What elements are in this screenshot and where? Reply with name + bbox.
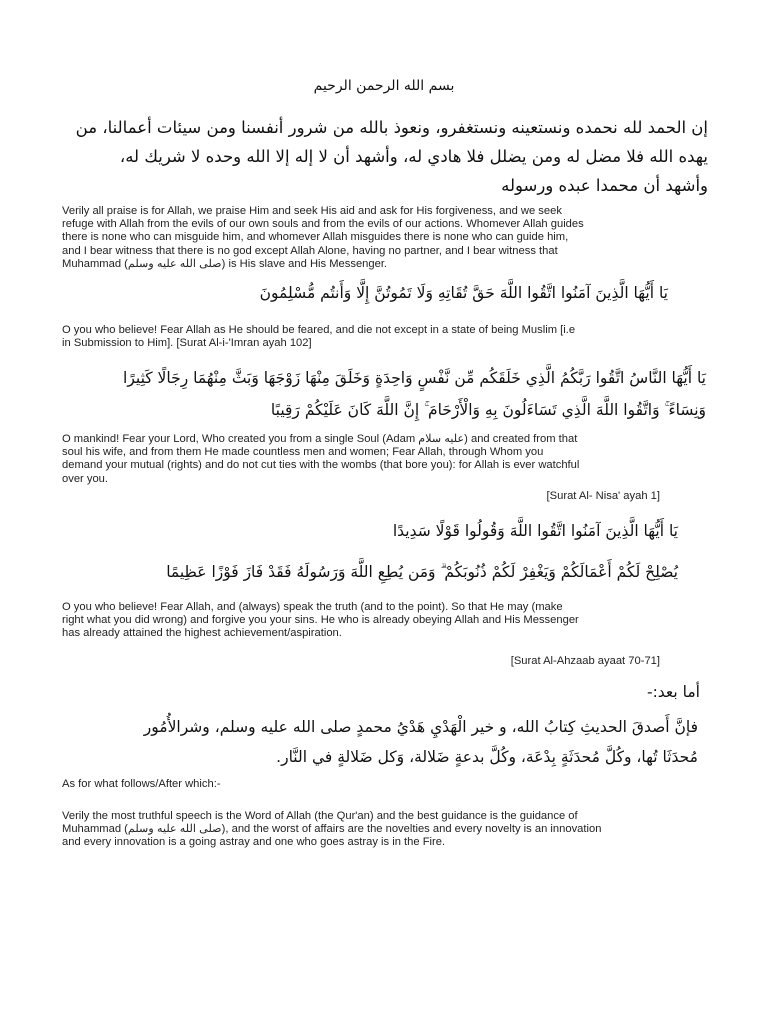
verse2-arabic-line: يَا أَيُّهَا النَّاسُ اتَّقُوا رَبَّكُمُ الَّذِي خَلَقَكُم مِّن نَّفْسٍ وَاحِدَةٍ وَخَلَقَ مِنْهَا زَوْجَهَا وَبَثَّ مِنْهُمَا رِجَالًا كَثِيرًا	[123, 369, 706, 387]
hadith-english-line: Muhammad (صلى الله عليه وسلم), and the worst of affairs are the novelties and every novelty is an innovation	[62, 823, 602, 836]
verse3-english-paragraph	[62, 601, 670, 641]
opening-english-line: there is none who can misguide him, and whomever Allah misguides there is none who can guide him,	[62, 231, 569, 244]
opening-english-line: Muhammad (صلى الله عليه وسلم) is His slave and His Messenger.	[62, 257, 388, 270]
opening-arabic-line: وأشهد أن محمدا عبده ورسوله	[501, 176, 708, 195]
verse2-english-line: demand your mutual (rights) and do not cut ties with the wombs (that bore you): for Allah is ever watchful	[62, 459, 580, 472]
verse2-arabic-line: وَنِسَاءً ۚ وَاتَّقُوا اللَّهَ الَّذِي تَسَاءَلُونَ بِهِ وَالْأَرْحَامَ ۚ إِنَّ اللَّهَ كَانَ عَلَيْكُمْ رَقِيبًا	[270, 401, 706, 419]
verse1-english-paragraph	[62, 324, 670, 350]
verse2-english-line: soul his wife, and from them He made countless men and women; Fear Allah, through Whom you	[62, 446, 544, 459]
verse2-arabic	[56, 362, 706, 426]
hadith-english-line: Verily the most truthful speech is the Word of Allah (the Qur'an) and the best guidance is the guidance of	[62, 810, 578, 822]
verse2-english-paragraph	[62, 433, 670, 486]
verse1-english-line: O you who believe! Fear Allah as He should be feared, and die not except in a state of being Muslim [i.e	[62, 324, 576, 336]
hadith-arabic-line: فإنَّ أَصدقَ الحديثِ كِتابُ الله، و خير الْهَدْيِ هَدْيُ محمدٍ صلى الله عليه وسلم، وشرالأُمُور	[143, 718, 698, 736]
verse2-citation: [Surat Al- Nisa' ayah 1]	[546, 490, 660, 502]
amma-baad-heading: أما بعد:-	[646, 683, 700, 701]
verse3-citation: [Surat Al-Ahzaab ayaat 70-71]	[510, 655, 660, 667]
verse1-arabic	[108, 284, 668, 302]
verse1-english-line: in Submission to Him]. [Surat Al-i-'Imran ayah 102]	[62, 337, 312, 350]
verse3-english-line: O you who believe! Fear Allah, and (always) speak the truth (and to the point). So that He may (make	[62, 601, 563, 613]
verse3-arabic-line: يَا أَيُّهَا الَّذِينَ آمَنُوا اتَّقُوا اللَّهَ وَقُولُوا قَوْلًا سَدِيدًا	[392, 522, 678, 540]
verse3-arabic	[58, 511, 678, 593]
opening-arabic-line: إن الحمد لله نحمده ونستعينه ونستغفرو، ونعوذ بالله من شرور أنفسنا ومن سيئات أعمالنا، من	[75, 118, 708, 137]
opening-english-line: Verily all praise is for Allah, we praise Him and seek His aid and ask for His forgiveness, and we seek	[62, 205, 562, 217]
hadith-english-paragraph	[62, 810, 670, 850]
basmala: بسم الله الرحمن الرحيم	[313, 78, 455, 94]
opening-english-paragraph	[62, 205, 670, 271]
hadith-english-line: and every innovation is a going astray and one who goes astray is in the Fire.	[62, 836, 446, 849]
hadith-arabic-line: مُحدَثَا تُها، وكُلَّ مُحدَثَةٍ بِدْعَة، وكُلَّ بدعةٍ ضَلالة، وَكل ضَلالةٍ في النَّار.	[276, 748, 698, 766]
verse1-arabic-line: يَا أَيُّهَا الَّذِينَ آمَنُوا اتَّقُوا اللَّهَ حَقَّ تُقَاتِهِ وَلَا تَمُوتُنَّ إِلَّا وَأَنتُم مُّسْلِمُونَ	[259, 284, 668, 302]
verse2-english-line: over you.	[62, 472, 109, 485]
opening-arabic-line: يهده الله فلا مضل له ومن يضلل فلا هادي له، وأشهد أن لا إله إلا الله وحده لا شريك له،	[119, 147, 708, 166]
verse2-english-line: O mankind! Fear your Lord, Who created you from a single Soul (Adam عليه سلام) and created from that	[62, 433, 578, 445]
opening-english-line: and I bear witness that there is no god except Allah Alone, having no partner, and I bear witness that	[62, 244, 558, 257]
verse3-english-line: right what you did wrong) and forgive you your sins. He who is already obeying Allah and His Messenger	[62, 614, 579, 627]
opening-arabic-paragraph	[68, 113, 708, 200]
hadith-arabic-paragraph	[58, 712, 698, 772]
opening-english-line: refuge with Allah from the evils of our own souls and from the evils of our actions. Whomever Allah guides	[62, 218, 584, 231]
as-for-what-follows	[62, 778, 670, 791]
verse3-english-line: has already attained the highest achievement/aspiration.	[62, 627, 342, 640]
verse3-arabic-line: يُصْلِحْ لَكُمْ أَعْمَالَكُمْ وَيَغْفِرْ لَكُمْ ذُنُوبَكُمْ ۗ وَمَن يُطِعِ اللَّهَ وَرَسُولَهُ فَقَدْ فَازَ فَوْزًا عَظِيمًا	[166, 563, 678, 581]
as-for-what-follows-line: As for what follows/After which:-	[62, 778, 221, 790]
